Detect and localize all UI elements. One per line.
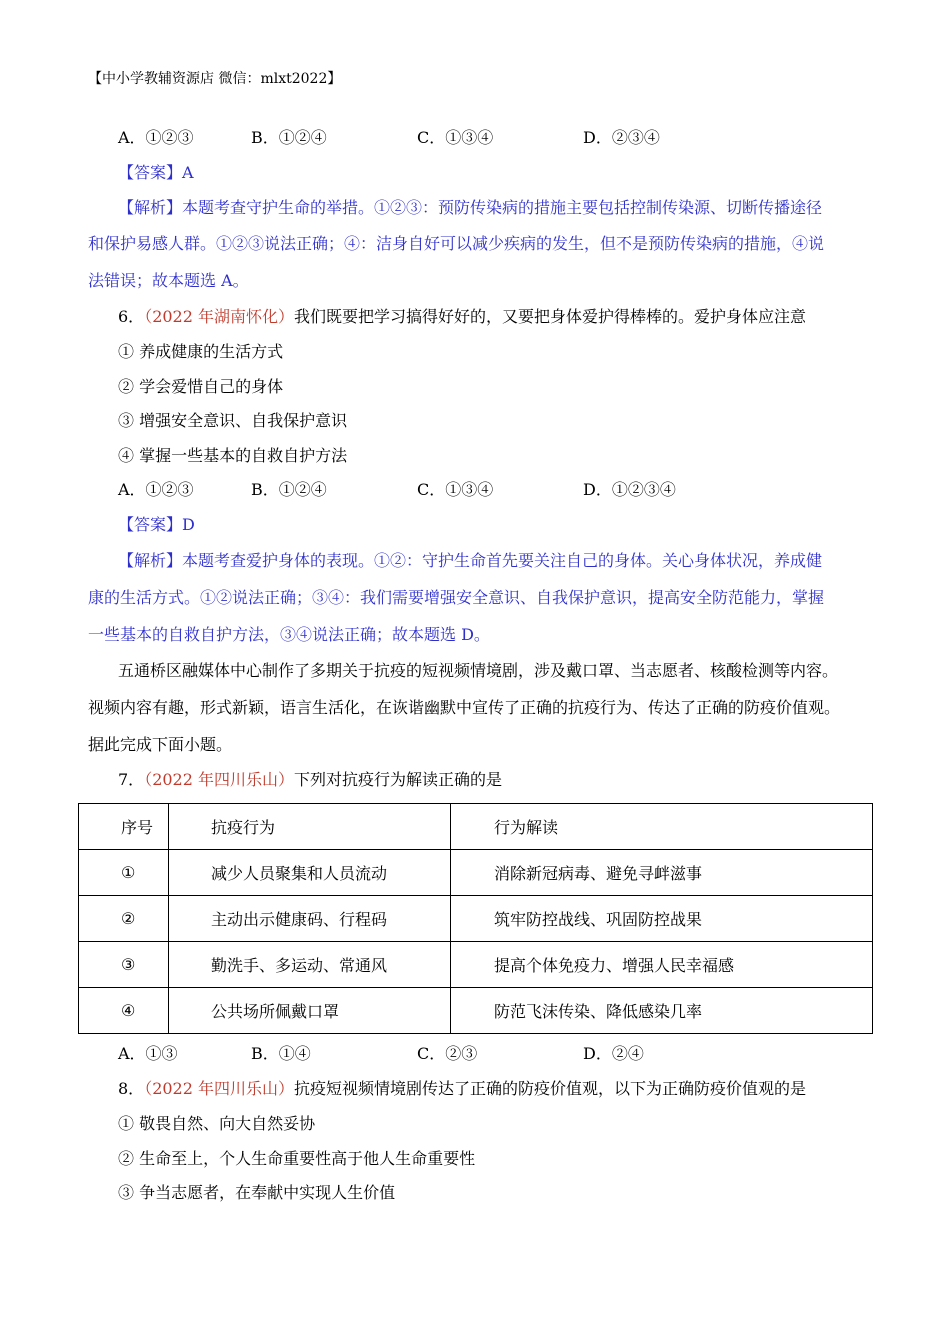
q7-option-a: A．①③ (118, 1044, 178, 1063)
answer-label: 【答案】 (118, 515, 183, 534)
answer-value: D (182, 515, 195, 534)
question-number: 6． (118, 307, 145, 326)
q6-item-2: ② 学会爱惜自己的身体 (118, 377, 284, 396)
q5-option-b: B．①②④ (251, 128, 327, 147)
question-text: 抗疫短视频情境剧传达了正确的防疫价值观，以下为正确防疫价值观的是 (294, 1079, 807, 1098)
passage-line-2: 视频内容有趣，形式新颖，语言生活化，在诙谐幽默中宣传了正确的抗疫行为、传达了正确的防疫价值观。 (88, 698, 841, 717)
table-header-cell: 序号 (79, 804, 169, 850)
answer-label: 【答案】 (118, 163, 183, 182)
table-cell: ③ (79, 942, 169, 988)
table-cell: 减少人员聚集和人员流动 (169, 850, 451, 896)
q6-item-3: ③ 增强安全意识、自我保护意识 (118, 411, 348, 430)
table-cell: 提高个体免疫力、增强人民幸福感 (451, 942, 873, 988)
q6-answer (118, 515, 195, 535)
q5-analysis-line-2: 和保护易感人群。①②③说法正确；④：洁身自好可以减少疾病的发生，但不是预防传染病的措施，④说 (88, 234, 825, 253)
q5-analysis-line-1 (118, 198, 822, 218)
q6-option-b: B．①②④ (251, 480, 327, 499)
q7-table (78, 803, 873, 1034)
q6-item-1: ① 养成健康的生活方式 (118, 342, 284, 361)
question-text: 我们既要把学习搞得好好的，又要把身体爱护得棒棒的。爱护身体应注意 (294, 307, 807, 326)
table-cell: ④ (79, 988, 169, 1034)
question-source: （2022 年湖南怀化） (144, 307, 294, 326)
table-row (79, 850, 873, 896)
q5-option-d: D．②③④ (583, 128, 660, 147)
q5-option-c: C．①③④ (417, 128, 494, 147)
q6-analysis-line-2: 康的生活方式。①②说法正确；③④：我们需要增强安全意识、自我保护意识，提高安全防范能力，掌握 (88, 588, 825, 607)
question-number: 7． (118, 770, 145, 789)
table-header-row (79, 804, 873, 850)
analysis-label: 【解析】 (118, 551, 183, 570)
q7-option-b: B．①④ (251, 1044, 311, 1063)
q8-item-1: ① 敬畏自然、向大自然妥协 (118, 1114, 316, 1133)
header-note: 【中小学教辅资源店 微信：mlxt2022】 (88, 71, 342, 87)
q5-analysis-line-3: 法错误；故本题选 A。 (88, 271, 249, 290)
table-cell: ① (79, 850, 169, 896)
q6-option-d: D．①②③④ (583, 480, 676, 499)
question-text: 下列对抗疫行为解读正确的是 (294, 770, 503, 789)
table-cell: 消除新冠病毒、避免寻衅滋事 (451, 850, 873, 896)
q8-stem (118, 1079, 806, 1099)
table-cell: 防范飞沫传染、降低感染几率 (451, 988, 873, 1034)
q6-option-a: A．①②③ (118, 480, 194, 499)
q6-item-4: ④ 掌握一些基本的自救自护方法 (118, 446, 348, 465)
q7-option-d: D．②④ (583, 1044, 644, 1063)
passage-line-1: 五通桥区融媒体中心制作了多期关于抗疫的短视频情境剧，涉及戴口罩、当志愿者、核酸检测等内容。 (118, 661, 839, 680)
q6-stem (118, 307, 806, 327)
analysis-label: 【解析】 (118, 198, 183, 217)
table-cell: 勤洗手、多运动、常通风 (169, 942, 451, 988)
q5-answer (118, 163, 194, 183)
q8-item-2: ② 生命至上，个人生命重要性高于他人生命重要性 (118, 1149, 476, 1168)
question-source: （2022 年四川乐山） (144, 1079, 294, 1098)
q6-analysis-line-1 (118, 551, 822, 571)
q8-item-3: ③ 争当志愿者，在奉献中实现人生价值 (118, 1183, 396, 1202)
table-cell: 公共场所佩戴口罩 (169, 988, 451, 1034)
table-row (79, 988, 873, 1034)
analysis-text: 本题考查爱护身体的表现。①②：守护生命首先要关注自己的身体。关心身体状况，养成健 (182, 551, 823, 570)
table-header-cell: 抗疫行为 (169, 804, 451, 850)
question-number: 8． (118, 1079, 145, 1098)
table-cell: ② (79, 896, 169, 942)
q5-option-a: A．①②③ (118, 128, 194, 147)
table-cell: 筑牢防控战线、巩固防控战果 (451, 896, 873, 942)
table-cell: 主动出示健康码、行程码 (169, 896, 451, 942)
q6-analysis-line-3: 一些基本的自救自护方法，③④说法正确；故本题选 D。 (88, 625, 490, 644)
answer-value: A (182, 163, 194, 182)
q7-option-c: C．②③ (417, 1044, 478, 1063)
table-header-cell: 行为解读 (451, 804, 873, 850)
table-row (79, 942, 873, 988)
q6-option-c: C．①③④ (417, 480, 494, 499)
analysis-text: 本题考查守护生命的举措。①②③：预防传染病的措施主要包括控制传染源、切断传播途径 (182, 198, 823, 217)
table-row (79, 896, 873, 942)
passage-line-3: 据此完成下面小题。 (88, 735, 233, 754)
q7-stem (118, 770, 502, 790)
question-source: （2022 年四川乐山） (144, 770, 294, 789)
